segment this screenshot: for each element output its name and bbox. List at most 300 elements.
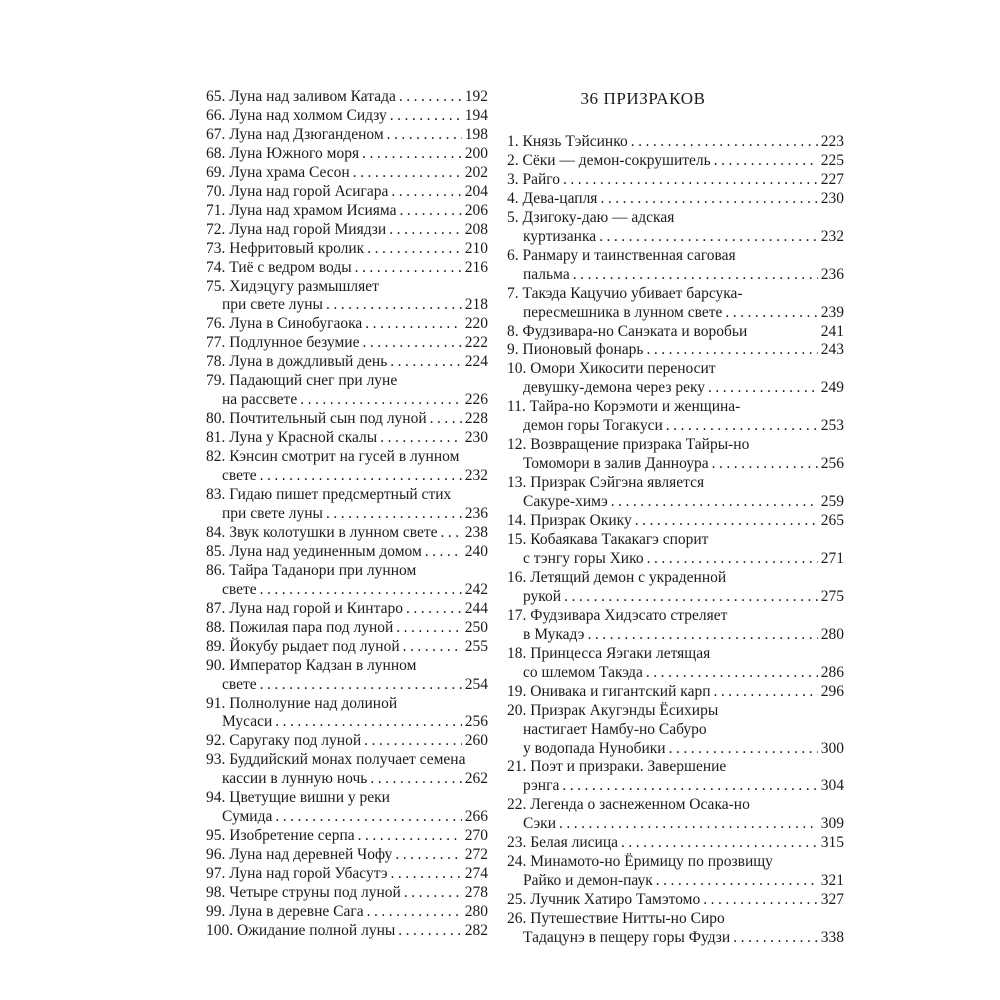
toc-entry-title: 26. Путешествие Нитты-но Сиро xyxy=(507,910,725,928)
page-number: 210 xyxy=(464,239,488,257)
toc-entry-continuation: Сумида xyxy=(222,808,273,826)
toc-entry-title: 25. Лучник Хатиро Тамэтомо xyxy=(507,891,701,909)
toc-entry-title: 8. Фудзивара-но Санэката и воробьи xyxy=(507,322,748,340)
dot-leader xyxy=(358,827,462,846)
toc-entry-line xyxy=(507,796,844,815)
dot-leader xyxy=(391,183,461,202)
page-number: 200 xyxy=(464,144,488,162)
dot-leader xyxy=(326,505,462,524)
toc-entry-title: 18. Принцесса Яэгаки летящая xyxy=(507,644,711,662)
toc-entry-line xyxy=(206,922,488,941)
toc-entry-line xyxy=(507,304,844,323)
dot-leader xyxy=(635,512,818,531)
page-number: 230 xyxy=(820,189,844,207)
page-number: 198 xyxy=(464,125,488,143)
toc-entry-line xyxy=(507,474,844,493)
toc-entry-title: 74. Тиё с ведром воды xyxy=(206,258,352,276)
toc-entry-line xyxy=(206,467,488,486)
toc-entry-line xyxy=(507,550,844,569)
page-number: 216 xyxy=(464,258,488,276)
dot-leader xyxy=(355,259,462,278)
toc-entry-title: 99. Луна в деревне Сага xyxy=(206,902,364,920)
toc-entry-continuation: куртизанка xyxy=(523,227,597,245)
page-number: 226 xyxy=(464,391,488,409)
dot-leader xyxy=(390,353,461,372)
toc-entry-title: 19. Онивака и гигантский карп xyxy=(507,682,711,700)
dot-leader xyxy=(559,815,818,834)
dot-leader xyxy=(367,903,462,922)
toc-entry-continuation: рэнга xyxy=(523,777,560,795)
page-number: 300 xyxy=(820,739,844,757)
toc-entry-continuation: у водопада Нунобики xyxy=(523,739,666,757)
page-number: 282 xyxy=(464,921,488,939)
dot-leader xyxy=(611,493,818,512)
toc-entry-continuation: Тадацунэ в пещеру горы Фудзи xyxy=(523,929,731,947)
toc-entry-title: 77. Подлунное безумие xyxy=(206,334,360,352)
toc-entry-line xyxy=(206,429,488,448)
toc-entry-continuation: со шлемом Такэда xyxy=(523,663,643,681)
page-number: 222 xyxy=(464,334,488,352)
toc-entry-line xyxy=(507,891,844,910)
toc-entry-title: 16. Летящий демон с украденной xyxy=(507,568,727,586)
toc-entry-line xyxy=(206,278,488,297)
toc-entry-title: 14. Призрак Окику xyxy=(507,512,632,530)
page-number: 278 xyxy=(464,884,488,902)
page-number: 255 xyxy=(464,637,488,655)
toc-entry-line xyxy=(206,107,488,126)
toc-entry-line xyxy=(206,770,488,789)
toc-entry-continuation: свете xyxy=(222,467,257,485)
dot-leader xyxy=(260,467,462,486)
section-title: 36 ПРИЗРАКОВ xyxy=(580,89,706,108)
toc-entry-title: 93. Буддийский монах получает семена xyxy=(206,751,466,769)
toc-entry-line xyxy=(507,664,844,683)
page-number: 236 xyxy=(820,265,844,283)
toc-entry-line xyxy=(507,285,844,304)
page-number: 202 xyxy=(464,163,488,181)
toc-entry-continuation: в Мукадэ xyxy=(523,625,585,643)
dot-leader xyxy=(669,740,818,759)
toc-entry-title: 73. Нефритовый кролик xyxy=(206,239,365,257)
toc-entry-line xyxy=(206,145,488,164)
page-number: 241 xyxy=(820,322,844,340)
dot-leader xyxy=(396,619,461,638)
page-number: 304 xyxy=(820,777,844,795)
toc-entry-line xyxy=(206,884,488,903)
page-number: 204 xyxy=(464,182,488,200)
dot-leader xyxy=(647,550,818,569)
toc-entry-line xyxy=(507,645,844,664)
toc-entry-line xyxy=(507,758,844,777)
toc-entry-line xyxy=(206,126,488,145)
dot-leader xyxy=(326,296,462,315)
toc-entry-title: 71. Луна над храмом Исияма xyxy=(206,201,397,219)
dot-leader xyxy=(370,770,461,789)
toc-entry-title: 79. Падающий снег при луне xyxy=(206,372,398,390)
dot-leader xyxy=(703,891,818,910)
page-number: 225 xyxy=(820,151,844,169)
toc-entry-line xyxy=(206,903,488,922)
toc-entry-line xyxy=(206,334,488,353)
page-number: 192 xyxy=(464,88,488,105)
dot-leader xyxy=(666,417,818,436)
toc-entry-line xyxy=(206,827,488,846)
toc-entry-line xyxy=(507,626,844,645)
toc-entry-line xyxy=(507,228,844,247)
toc-entry-title: 20. Призрак Акугэнды Ёсихиры xyxy=(507,701,719,719)
page-number: 260 xyxy=(464,732,488,750)
toc-entry-title: 2. Сёки — демон-сокрушитель xyxy=(507,151,711,169)
toc-entry-line xyxy=(206,732,488,751)
page-number: 228 xyxy=(464,410,488,428)
toc-entry-title: 7. Такэда Кацучио убивает барсука- xyxy=(507,284,743,302)
toc-entry-line xyxy=(206,695,488,714)
dot-leader xyxy=(362,145,462,164)
dot-leader xyxy=(587,626,817,645)
toc-entry-line xyxy=(507,815,844,834)
page-number: 232 xyxy=(464,467,488,485)
toc-entry-title: 9. Пионовый фонарь xyxy=(507,341,644,359)
toc-entry-continuation: свете xyxy=(222,675,257,693)
dot-leader xyxy=(562,777,817,796)
toc-entry-line xyxy=(507,853,844,872)
toc-entry-title: 22. Легенда о заснеженном Осака-но xyxy=(507,796,750,814)
toc-entry-title: 98. Четыре струны под луной xyxy=(206,884,401,902)
toc-entry-line xyxy=(206,259,488,278)
page-number: 249 xyxy=(820,379,844,397)
dot-leader xyxy=(599,228,818,247)
dot-leader xyxy=(260,581,462,600)
dot-leader xyxy=(400,202,462,221)
toc-entry-title: 12. Возвращение призрака Тайры-но xyxy=(507,436,750,454)
dot-leader xyxy=(406,600,462,619)
toc-entry-continuation: Сакуре-химэ xyxy=(523,493,608,511)
toc-entry-title: 87. Луна над горой и Кинтаро xyxy=(206,599,403,617)
toc-entry-title: 88. Пожилая пара под луной xyxy=(206,618,394,636)
toc-entry-title: 95. Изобретение серпа xyxy=(206,827,355,845)
page-number: 250 xyxy=(464,618,488,636)
toc-entry-continuation: настигает Намбу-но Сабуро xyxy=(523,720,707,738)
toc-entry-continuation: пальма xyxy=(523,265,570,283)
dot-leader xyxy=(380,429,462,448)
toc-entry-line xyxy=(507,171,844,190)
dot-leader xyxy=(353,164,462,183)
toc-entry-title: 100. Ожидание полной луны xyxy=(206,921,396,939)
page-number: 315 xyxy=(820,834,844,852)
toc-entry-line xyxy=(206,202,488,221)
page-number: 223 xyxy=(820,133,844,150)
dot-leader xyxy=(714,683,818,702)
dot-leader xyxy=(621,834,818,853)
dot-leader xyxy=(404,884,462,903)
page-number: 206 xyxy=(464,201,488,219)
toc-entry-line xyxy=(206,619,488,638)
dot-leader xyxy=(646,341,817,360)
toc-entry-line xyxy=(507,588,844,607)
page-number: 254 xyxy=(464,675,488,693)
toc-entry-line xyxy=(507,379,844,398)
dot-leader xyxy=(631,133,818,152)
toc-entry-title: 92. Саругаку под луной xyxy=(206,732,362,750)
toc-entry-title: 86. Тайра Таданори при лунном xyxy=(206,561,417,579)
dot-leader xyxy=(399,88,462,107)
dot-leader xyxy=(367,240,462,259)
toc-entry-line xyxy=(206,183,488,202)
dot-leader xyxy=(573,266,818,285)
toc-entry-continuation: Сэки xyxy=(523,815,557,833)
toc-entry-line xyxy=(206,676,488,695)
toc-entry-title: 5. Дзигоку-даю — адская xyxy=(507,208,675,226)
toc-entry-line xyxy=(507,740,844,759)
page-number: 286 xyxy=(820,663,844,681)
dot-leader xyxy=(300,391,462,410)
page-number: 271 xyxy=(820,549,844,567)
toc-entry-line xyxy=(507,341,844,360)
dot-leader xyxy=(275,713,461,732)
page-number: 272 xyxy=(464,846,488,864)
toc-entry-title: 68. Луна Южного моря xyxy=(206,144,360,162)
dot-leader xyxy=(733,929,818,948)
toc-entry-line xyxy=(206,391,488,410)
page-number: 262 xyxy=(464,770,488,788)
page-number: 256 xyxy=(820,455,844,473)
toc-entry-title: 13. Призрак Сэйгэна является xyxy=(507,474,705,492)
page-number: 275 xyxy=(820,587,844,605)
toc-entry-line xyxy=(507,910,844,929)
toc-entry-line xyxy=(507,569,844,588)
dot-leader xyxy=(725,304,817,323)
dot-leader xyxy=(387,126,462,145)
toc-entry-continuation: Райко и демон-паук xyxy=(523,872,653,890)
page-number: 309 xyxy=(820,815,844,833)
toc-column-right xyxy=(507,88,844,948)
toc-entry-line xyxy=(507,493,844,512)
toc-entry-title: 94. Цветущие вишни у реки xyxy=(206,789,390,807)
toc-entry-title: 78. Луна в дождливый день xyxy=(206,353,388,371)
toc-entry-title: 80. Почтительный сын под луной xyxy=(206,410,427,428)
dot-leader xyxy=(398,922,461,941)
toc-entry-title: 72. Луна над горой Миядзи xyxy=(206,220,387,238)
dot-leader xyxy=(389,221,462,240)
page-number: 208 xyxy=(464,220,488,238)
dot-leader xyxy=(365,315,461,334)
toc-entry-line xyxy=(206,164,488,183)
toc-entry-line xyxy=(206,657,488,676)
toc-entry-line xyxy=(507,190,844,209)
toc-entry-title: 23. Белая лисица xyxy=(507,834,619,852)
toc-entry-title: 75. Хидэцугу размышляет xyxy=(206,277,379,295)
toc-entry-title: 97. Луна над горой Убасутэ xyxy=(206,865,388,883)
toc-entry-line xyxy=(507,133,844,152)
toc-entry-line xyxy=(507,777,844,796)
toc-entry-title: 4. Дева-цапля xyxy=(507,189,598,207)
toc-entry-line xyxy=(206,865,488,884)
page-number: 266 xyxy=(464,808,488,826)
toc-entry-line xyxy=(206,448,488,467)
toc-entry-title: 83. Гидаю пишет предсмертный стих xyxy=(206,486,452,504)
toc-entry-title: 85. Луна над уединенным домом xyxy=(206,542,422,560)
dot-leader xyxy=(600,190,817,209)
toc-entry-continuation: свете xyxy=(222,580,257,598)
toc-entry-title: 65. Луна над заливом Катада xyxy=(206,88,396,105)
page-number: 321 xyxy=(820,872,844,890)
toc-entry-line xyxy=(507,455,844,474)
toc-entry-continuation: на рассвете xyxy=(222,391,298,409)
toc-entry-title: 67. Луна над Дзюганденом xyxy=(206,125,384,143)
page-number: 270 xyxy=(464,827,488,845)
toc-entry-line xyxy=(507,360,844,379)
toc-list-ghosts xyxy=(507,133,844,948)
dot-leader xyxy=(362,334,461,353)
toc-entry-title: 1. Князь Тэйсинко xyxy=(507,133,628,150)
dot-leader xyxy=(712,455,818,474)
toc-entry-title: 90. Император Кадзан в лунном xyxy=(206,656,417,674)
toc-entry-line xyxy=(206,846,488,865)
toc-entry-title: 91. Полнолуние над долиной xyxy=(206,694,398,712)
page-number: 236 xyxy=(464,504,488,522)
page-number: 232 xyxy=(820,227,844,245)
dot-leader xyxy=(708,379,818,398)
toc-entry-continuation: рукой xyxy=(523,587,562,605)
page-number: 194 xyxy=(464,106,488,124)
page-number: 256 xyxy=(464,713,488,731)
page-number: 327 xyxy=(820,891,844,909)
toc-entry-line xyxy=(507,247,844,266)
page-number: 280 xyxy=(820,625,844,643)
page-number: 244 xyxy=(464,599,488,617)
toc-entry-title: 82. Кэнсин смотрит на гусей в лунном xyxy=(206,448,460,466)
toc-entry-line xyxy=(206,562,488,581)
toc-entry-continuation: девушку-демона через реку xyxy=(523,379,706,397)
page-number: 227 xyxy=(820,170,844,188)
page-number: 243 xyxy=(820,341,844,359)
toc-entry-line xyxy=(206,353,488,372)
dot-leader xyxy=(260,676,462,695)
toc-entry-title: 84. Звук колотушки в лунном свете xyxy=(206,523,438,541)
dot-leader xyxy=(441,524,462,543)
dot-leader xyxy=(275,808,461,827)
toc-entry-title: 17. Фудзивара Хидэсато стреляет xyxy=(507,606,728,624)
toc-entry-line xyxy=(507,512,844,531)
toc-entry-title: 89. Йокубу рыдает под луной xyxy=(206,637,400,655)
dot-leader xyxy=(646,664,818,683)
toc-entry-line xyxy=(507,398,844,417)
toc-entry-line xyxy=(206,486,488,505)
toc-entry-title: 15. Кобаякава Такакагэ спорит xyxy=(507,531,709,549)
toc-entry-continuation: при свете луны xyxy=(222,504,323,522)
toc-entry-title: 66. Луна над холмом Сидзу xyxy=(206,106,387,124)
toc-entry-line xyxy=(507,607,844,626)
toc-entry-title: 70. Луна над горой Асигара xyxy=(206,182,389,200)
toc-entry-line xyxy=(507,721,844,740)
toc-entry-title: 11. Тайра-но Корэмоти и женщина- xyxy=(507,398,741,416)
page-number: 220 xyxy=(464,315,488,333)
toc-entry-continuation: пересмешника в лунном свете xyxy=(523,303,723,321)
toc-entry-title: 3. Райго xyxy=(507,170,561,188)
toc-entry-line xyxy=(206,600,488,619)
toc-entry-line xyxy=(507,323,844,342)
toc-entry-line xyxy=(206,505,488,524)
page-number: 230 xyxy=(464,429,488,447)
toc-entry-line xyxy=(206,543,488,562)
toc-entry-continuation: демон горы Тогакуси xyxy=(523,417,663,435)
page-number: 253 xyxy=(820,417,844,435)
toc-entry-line xyxy=(507,152,844,171)
toc-entry-line xyxy=(206,581,488,600)
toc-entry-line xyxy=(206,410,488,429)
toc-entry-line xyxy=(206,751,488,770)
page-number: 224 xyxy=(464,353,488,371)
toc-entry-title: 76. Луна в Синобугаока xyxy=(206,315,363,333)
toc-entry-title: 21. Поэт и призраки. Завершение xyxy=(507,758,727,776)
toc-entry-continuation: Мусаси xyxy=(222,713,273,731)
toc-column-left xyxy=(206,88,488,941)
page-number: 265 xyxy=(820,512,844,530)
dot-leader xyxy=(563,171,818,190)
toc-entry-line xyxy=(507,683,844,702)
toc-entry-line xyxy=(206,789,488,808)
dot-leader xyxy=(714,152,818,171)
page-number: 296 xyxy=(820,682,844,700)
page-number: 240 xyxy=(464,542,488,560)
dot-leader xyxy=(403,638,462,657)
page-number: 280 xyxy=(464,902,488,920)
toc-entry-line xyxy=(507,702,844,721)
dot-leader xyxy=(656,872,818,891)
dot-leader xyxy=(364,732,462,751)
page-number: 239 xyxy=(820,303,844,321)
toc-entry-line xyxy=(206,296,488,315)
toc-entry-line xyxy=(507,929,844,948)
toc-entry-line xyxy=(206,713,488,732)
toc-entry-line xyxy=(507,531,844,550)
toc-entry-line xyxy=(507,209,844,228)
toc-entry-continuation: кассии в лунную ночь xyxy=(222,770,368,788)
toc-entry-line xyxy=(206,638,488,657)
toc-entry-title: 96. Луна над деревней Чофу xyxy=(206,846,393,864)
dot-leader xyxy=(564,588,818,607)
dot-leader xyxy=(395,846,461,865)
page-number: 238 xyxy=(464,523,488,541)
dot-leader xyxy=(390,107,462,126)
toc-entry-line xyxy=(507,436,844,455)
toc-entry-line xyxy=(206,315,488,334)
page-number: 218 xyxy=(464,296,488,314)
toc-entry-title: 10. Омори Хикосити переносит xyxy=(507,360,716,378)
page-number: 338 xyxy=(820,929,844,947)
toc-entry-line xyxy=(206,88,488,107)
page-number: 242 xyxy=(464,580,488,598)
toc-entry-title: 24. Минамото-но Ёримицу по прозвищу xyxy=(507,853,773,871)
toc-entry-line xyxy=(507,417,844,436)
dot-leader xyxy=(425,543,462,562)
toc-entry-line xyxy=(206,808,488,827)
toc-entry-title: 81. Луна у Красной скалы xyxy=(206,429,378,447)
dot-leader xyxy=(391,865,462,884)
toc-entry-line xyxy=(507,266,844,285)
toc-entry-continuation: с тэнгу горы Хико xyxy=(523,549,644,567)
toc-entry-line xyxy=(507,834,844,853)
toc-entry-line xyxy=(206,524,488,543)
toc-entry-title: 69. Луна храма Сесон xyxy=(206,163,350,181)
toc-entry-continuation: при свете луны xyxy=(222,296,323,314)
page-number: 274 xyxy=(464,865,488,883)
toc-entry-line xyxy=(206,221,488,240)
toc-entry-continuation: Томомори в залив Данноура xyxy=(523,455,709,473)
toc-entry-line xyxy=(206,372,488,391)
toc-entry-line xyxy=(507,872,844,891)
toc-entry-line xyxy=(206,240,488,259)
